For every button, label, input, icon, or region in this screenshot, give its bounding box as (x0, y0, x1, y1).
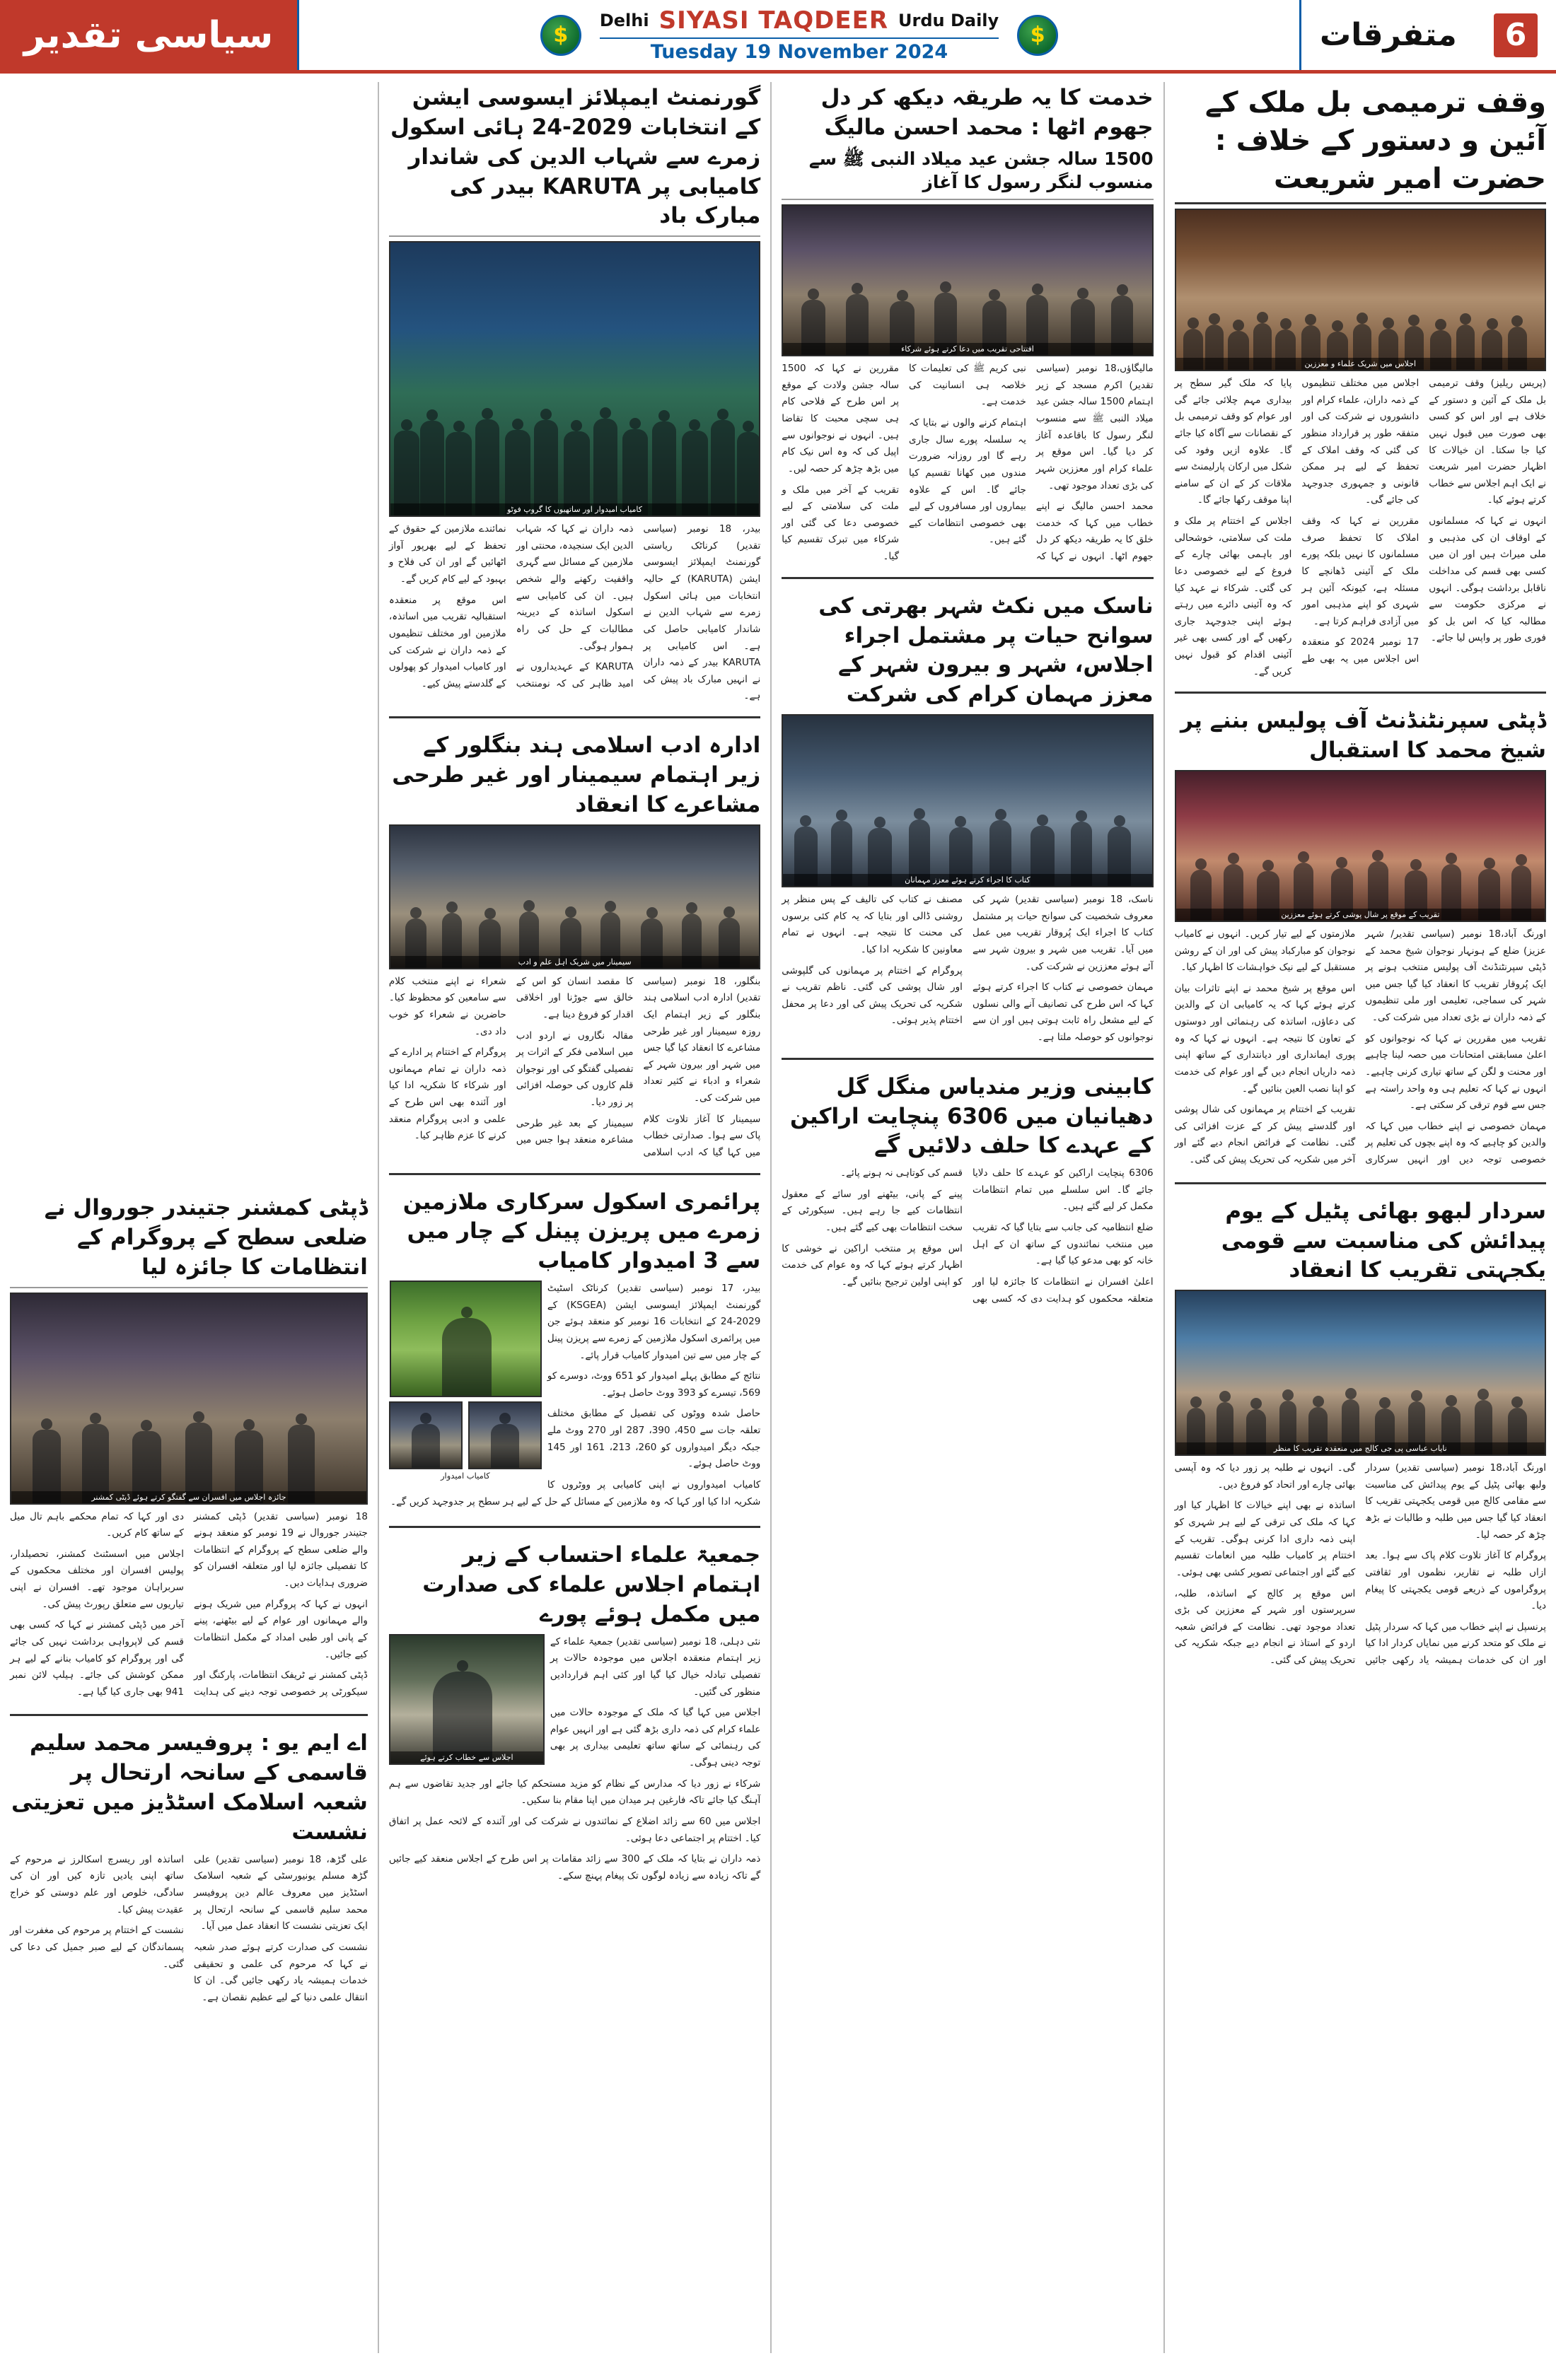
article-headline: ناسک میں نکٹ شہر بھرتی کی سوانح حیات پر مشتمل اجراء اجلاس، شہر و بیرون شہر کے معزز مہمان کرام کی شرکت (818, 593, 1154, 708)
paragraph: اجلاس میں کہا گیا کہ ملک کے موجودہ حالات میں علماء کرام کی ذمہ داری بڑھ گئی ہے اور انہیں عوام کی رہنمائی کے ساتھ ساتھ تعلیمی بیداری پر بھی توجہ دینی ہوگی۔ (550, 1707, 761, 1769)
paragraph: تقریب میں مقررین نے کہا کہ نوجوانوں کو اعلیٰ مسابقتی امتحانات میں حصہ لینا چاہیے اور محنت و لگن کے ساتھ تیاری کرنی چاہیے۔ انہوں نے کہا کہ تعلیم ہی وہ واحد راستہ ہے جس سے قوم ترقی کر سکتی ہے۔ (1365, 1032, 1546, 1112)
article-patel-unity (1175, 1196, 1546, 1672)
article-adab-islami-seminar (389, 730, 760, 1161)
article-body (782, 892, 1153, 1046)
page-number: 6 (1494, 13, 1538, 57)
paragraph: مقالہ نگاروں نے اردو ادب میں اسلامی فکر کے اثرات پر تفصیلی گفتگو کی اور نوجوان قلم کاروں کی حوصلہ افزائی پر زور دیا۔ (516, 1029, 634, 1108)
paragraph: تقریب کے اختتام پر مہمانوں کی شال پوشی اور گلدستے پیش کر کے عزت افزائی کی گئی۔ نظامت کے فرائض انجام دیے گئے اور آخر میں شکریہ کی تحریک پیش کی گئی۔ (1174, 1104, 1356, 1166)
paragraph: شرکاء نے زور دیا کہ مدارس کے نظام کو مزید مستحکم کیا جائے اور جدید تقاضوں سے ہم آہنگ کیا جائے تاکہ فارغین ہر میدان میں اپنا مقام بنا سکیں۔ (388, 1778, 761, 1807)
paragraph: پروگرام کے اختتام پر ادارے کے ذمہ داران نے تمام مہمانوں اور شرکاء کا شکریہ ادا کیا اور آئندہ بھی اس طرح کے علمی و ادبی پروگرام منعقد کرنے کا عزم ظاہر کیا۔ (388, 1046, 506, 1142)
photo-caption: اجلاس سے خطاب کرتے ہوئے (390, 1751, 543, 1763)
masthead-section (1301, 0, 1556, 70)
article-headline: پرائمری اسکول سرکاری ملازمین زمرے میں پریزن پینل کے چار میں سے 3 امیدوار کامیاب (402, 1189, 761, 1274)
paragraph: بنگلور، 18 نومبر (سیاسی تقدیر) ادارہ ادب اسلامی ہند بنگلور کے زیر اہتمام ایک روزہ سیمینار اور غیر طرحی مشاعرے کا انعقاد کیا گیا جس میں شہر اور بیرون شہر کے شعراء و ادباء نے کثیر تعداد میں شرکت کی۔ (643, 975, 761, 1104)
photo-caption: افتتاحی تقریب میں دعا کرتے ہوئے شرکاء (783, 343, 1151, 355)
article-panchayat-oath (782, 1071, 1153, 1308)
paragraph: اورنگ آباد،18 نومبر (سیاسی تقدیر/ شہر عزیز) ضلع کے ہونہار نوجوان شیخ محمد کے ڈپٹی سپرنٹنڈنٹ آف پولیس منتخب ہونے پر ایک پُروقار تقریب کا انعقاد کیا گیا جس میں شہر کی سماجی، تعلیمی اور ملی تنظیموں کے ذمہ داران نے بڑی تعداد میں شرکت کی۔ (1365, 928, 1546, 1024)
article-karuta-election (389, 82, 760, 705)
column-left (10, 82, 368, 2353)
paragraph: اجلاس کے اختتام پر ملک و ملت کی سلامتی، خوشحالی اور باہمی بھائی چارے کے فروغ کے لیے خصوصی دعا کی گئی۔ شرکاء نے عہد کیا کہ وہ آئینی دائرے میں رہتے ہوئے اپنی جدوجہد جاری رکھیں گے اور کسی بھی غیر آئینی اقدام کو قبول نہیں کریں گے۔ (1174, 515, 1292, 677)
masthead-titleblock (600, 7, 999, 63)
article-photo (1175, 209, 1546, 371)
photo-figures (1176, 271, 1545, 370)
article-langar-rasool (782, 82, 1153, 566)
column-divider-3 (378, 82, 379, 2353)
paragraph: مہمان خصوصی نے کتاب کا اجراء کرتے ہوئے کہا کہ اس طرح کی تصانیف آنے والی نسلوں کے لیے مشعل راہ ثابت ہوتی ہیں اور ان سے نوجوانوں کو حوصلہ ملتا ہے۔ (972, 981, 1154, 1044)
article-headline: ڈپٹی سپرنٹنڈنٹ آف پولیس بننے پر شیخ محمد کا استقبال (1180, 708, 1546, 764)
paragraph: انہوں نے کہا کہ پروگرام میں شریک ہونے والے مہمانوں اور عوام کے لیے بیٹھنے، پینے کے پانی اور طبی امداد کے مکمل انتظامات کیے جائیں۔ (193, 1598, 368, 1660)
photo-caption: کامیاب امیدوار (440, 1471, 490, 1481)
article-headline: سردار لبھو بھائی پٹیل کے یوم پیدائش کی مناسبت سے قومی یکجہتی تقریب کا انعقاد (1221, 1198, 1546, 1283)
article-photo (782, 204, 1153, 356)
paragraph: بیدر، 18 نومبر (سیاسی تقدیر) کرناٹک ریاستی گورنمنٹ ایمپلائز ایسوسی ایشن (KARUTA) کے حالیہ انتخابات میں ہائی اسکول زمرے سے شہاب الدین نے شاندار کامیابی حاصل کی ہے۔ اس کامیابی پر KARUTA بیدر کے ذمہ داران نے انہیں مبارک باد پیش کی ہے۔ (643, 523, 761, 702)
paragraph: تقریب کے آخر میں ملک و ملت کی سلامتی کے لیے خصوصی دعا کی گئی اور شرکاء میں تبرک تقسیم کیا گیا۔ (782, 484, 900, 563)
paragraph: 18 نومبر (سیاسی تقدیر) ڈپٹی کمشنر جتیندر جوروال نے 19 نومبر کو منعقد ہونے والے ضلعی سطح کے پروگرام کے انتظامات کا تفصیلی جائزہ لیا اور متعلقہ افسران کو ضروری ہدایات دیں۔ (193, 1510, 368, 1589)
paragraph: نئی دہلی، 18 نومبر (سیاسی تقدیر) جمعیۃ علماء کے زیر اہتمام منعقدہ اجلاس میں موجودہ حالات پر تفصیلی تبادلہ خیال کیا گیا اور کئی اہم قراردادیں منظور کی گئیں۔ (550, 1635, 761, 1698)
paragraph: پروگرام کے اختتام پر مہمانوں کی گلپوشی اور شال پوشی کی گئی۔ ناظم تقریب نے شکریہ کی تحریک پیش کی اور دعا پر محفل اختتام پذیر ہوئی۔ (782, 964, 963, 1027)
article-photo-thumb (389, 1401, 463, 1469)
article-body (389, 521, 760, 705)
city-label: Delhi (599, 10, 649, 30)
paragraph: مقررین نے کہا کہ وقف املاک کا تحفظ صرف مسلمانوں کا نہیں بلکہ پورے ملک کے آئینی ڈھانچے کا مسئلہ ہے، کیونکہ آئین ہر شہری کو اپنے مذہبی امور میں آزادی فراہم کرتا ہے۔ (1301, 515, 1419, 627)
paragraph: اس موقع پر منعقدہ استقبالیہ تقریب میں اساتذہ، ملازمین اور مختلف تنظیموں کے ذمہ داران نے شرکت کی اور کامیاب امیدوار کو پھولوں کے گلدستے پیش کیے۔ (388, 594, 506, 689)
article-headline: ادارہ ادب اسلامی ہند بنگلور کے زیر اہتمام سیمینار اور غیر طرحی مشاعرے کا انعقاد (392, 733, 761, 817)
paragraph: پرنسپل نے اپنے خطاب میں کہا کہ سردار پٹیل نے ملک کو متحد کرنے میں نمایاں کردار ادا کیا اور ان کی خدمات ہمیشہ یاد رکھی جائیں گی۔ انہوں نے طلبہ پر زور دیا کہ وہ آپسی بھائی چارے اور اتحاد کو فروغ دیں۔ (1174, 1462, 1546, 1667)
photo-caption: نایاب عباسی پی جی کالج میں منعقدہ تقریب کا منظر (1176, 1442, 1545, 1454)
paper-name-ur: سیاسی تقدیر (23, 13, 274, 57)
photo-caption: اجلاس میں شریک علماء و معززین (1176, 358, 1545, 370)
paragraph: علی گڑھ، 18 نومبر (سیاسی تقدیر) علی گڑھ مسلم یونیورسٹی کے شعبہ اسلامک اسٹڈیز میں معروف عالم دین پروفیسر محمد سلیم قاسمی کے سانحہ ارتحال پر ایک تعزیتی نشست کا انعقاد عمل میں آیا۔ (193, 1853, 368, 1932)
globe-emblem-icon: $ (1017, 15, 1058, 56)
masthead (0, 0, 1556, 74)
paragraph: نشست کے اختتام پر مرحوم کی مغفرت اور پسماندگان کے لیے صبر جمیل کی دعا کی گئی۔ (9, 1925, 184, 1970)
paragraph: مالیگاؤں،18 نومبر (سیاسی تقدیر) اکرم مسجد کے زیر اہتمام 1500 سالہ جشن عید میلاد النبی ﷺ سے منسوب لنگر رسول کا باقاعدہ آغاز کر دیا گیا۔ اس موقع پر علماء کرام اور معززین شہر کی بڑی تعداد موجود تھی۔ (1035, 363, 1154, 491)
column-center-right (782, 82, 1153, 2353)
paragraph: کامیاب امیدواروں نے اپنی کامیابی پر ووٹروں کا شکریہ ادا کیا اور کہا کہ وہ ملازمین کے مسائل کے حل کے لیے ہر سطح پر جدوجہد کریں گے۔ (390, 1478, 761, 1507)
article-headline: خدمت کا یہ طریقہ دیکھ کر دل جھوم اٹھا : محمد احسن مالیگ (820, 85, 1154, 140)
paragraph: 6306 پنچایت اراکین کو عہدے کا حلف دلایا جائے گا۔ اس سلسلے میں تمام انتظامات مکمل کر لیے گئے ہیں۔ (972, 1167, 1154, 1213)
paragraph: اہتمام کرنے والوں نے بتایا کہ یہ سلسلہ پورے سال جاری رہے گا اور روزانہ ضرورت مندوں میں کھانا تقسیم کیا جائے گا۔ اس کے علاوہ بیماروں اور مسافروں کے لیے بھی خصوصی انتظامات کیے گئے ہیں۔ (909, 417, 1026, 546)
paragraph: اعلیٰ افسران نے انتظامات کا جائزہ لیا اور متعلقہ محکموں کو ہدایت دی کہ کسی بھی قسم کی کوتاہی نہ ہونے پائے۔ (840, 1167, 1154, 1305)
paragraph: نشست کی صدارت کرتے ہوئے صدر شعبہ نے کہا کہ مرحوم کی علمی و تحقیقی خدمات ہمیشہ یاد رکھی جائیں گی۔ ان کا انتقال علمی دنیا کے لیے عظیم نقصان ہے۔ (193, 1941, 368, 2003)
article-primary-school-panel (389, 1186, 760, 1515)
paragraph: حاصل شدہ ووٹوں کی تفصیل کے مطابق مختلف تعلقہ جات سے 450، 390، 287 اور 270 ووٹ ملے جبکہ دیگر امیدواروں کو 260، 213، 161 اور 145 ووٹ حاصل ہوئے۔ (547, 1408, 761, 1470)
article-headline: کابینی وزیر مندیاس منگل گل دھیانیان میں 6306 پنچایت اراکین کے عہدے کا حلف دلائیں گے (789, 1073, 1154, 1159)
paragraph: سیمینار کے بعد غیر طرحی مشاعرہ منعقد ہوا جس میں شعراء نے اپنے منتخب کلام سے سامعین کو محظوظ کیا۔ حاضرین نے شعراء کو خوب داد دی۔ (388, 975, 634, 1146)
article-body (1175, 1460, 1546, 1672)
page-content (0, 74, 1556, 2364)
article-body (1175, 926, 1546, 1171)
article-photo-wrap (389, 1281, 542, 1481)
article-jamiat-ulama (389, 1539, 760, 1889)
column-divider (1163, 82, 1165, 2353)
paragraph: ضلع انتظامیہ کی جانب سے بتایا گیا کہ تقریب میں منتخب نمائندوں کے ساتھ ان کے اہل خانہ کو بھی مدعو کیا گیا ہے۔ (972, 1222, 1154, 1267)
article-headline: جمعیۃ علماء احتساب کے زیر اہتمام اجلاس علماء کی صدارت میں مکمل ہوئے پورے (422, 1542, 761, 1627)
article-photo (389, 241, 760, 517)
paragraph: اساتذہ نے بھی اپنے خیالات کا اظہار کیا اور کہا کہ ملک کی ترقی کے لیے ہر شہری کو اپنی ذمہ داری ادا کرنی ہوگی۔ تقریب کے اختتام پر کامیاب طلبہ میں انعامات تقسیم کیے گئے اور اجتماعی تصویر کشی بھی ہوئی۔ (1174, 1500, 1356, 1578)
paragraph: بیدر، 17 نومبر (سیاسی تقدیر) کرناٹک اسٹیٹ گورنمنٹ ایمپلائز ایسوسی ایشن (KSGEA) کے 2029-24 کے انتخابات 16 نومبر کو منعقد ہوئے جن میں پرائمری اسکول ملازمین کے زمرے سے پریزن پینل کے چار میں سے تین امیدوار کامیاب قرار پائے۔ (547, 1283, 761, 1361)
paragraph: اس موقع پر کالج کے اساتذہ، طلبہ، سرپرستوں اور شہر کے معززین کی بڑی تعداد موجود تھی۔ نظامت کے فرائض شعبہ اردو کے استاذ نے انجام دیے جبکہ شکریہ کی تحریک پیش کی گئی۔ (1174, 1587, 1356, 1667)
article-photo (782, 714, 1153, 887)
article-body (10, 1852, 368, 2007)
photo-caption: جائزہ اجلاس میں افسران سے گفتگو کرتے ہوئے ڈپٹی کمشنر (11, 1491, 366, 1503)
urdu-daily-label: Urdu Daily (898, 10, 999, 30)
paragraph: 17 نومبر 2024 کو منعقدہ اس اجلاس میں یہ بھی طے پایا کہ ملک گیر سطح پر بیداری مہم چلائی جائے گی اور عوام کو وقف ترمیمی بل کے نقصانات سے آگاہ کیا جائے گا۔ علاوہ ازیں وفود کی شکل میں ارکان پارلیمنٹ سے ملاقات کر کے ان کے سامنے اپنا موقف رکھا جائے گا۔ (1174, 378, 1419, 665)
article-waqf-bill (1175, 82, 1546, 680)
paragraph: ذمہ داران نے بتایا کہ ملک کے 300 سے زائد مقامات پر اس طرح کے اجلاس منعقد کیے جائیں گے تاکہ زیادہ سے زیادہ لوگوں تک پیغام پہنچ سکے۔ (388, 1853, 761, 1882)
article-photo (1175, 770, 1546, 922)
article-body (1175, 375, 1546, 680)
article-photo (389, 1634, 545, 1765)
paragraph: ناسک، 18 نومبر (سیاسی تقدیر) شہر کی معروف شخصیت کی سوانح حیات پر مشتمل کتاب کا اجراء ایک پُروقار تقریب میں عمل میں آیا۔ تقریب میں شہر و بیرون شہر سے آئے ہوئے معززین نے شرکت کی۔ (972, 894, 1154, 972)
article-photo (390, 1281, 542, 1397)
column-right (1175, 82, 1546, 2353)
column-center-left (389, 82, 760, 2353)
paragraph: مقررین نے کہا کہ 1500 سالہ جشن ولادت کے موقع پر اس طرح کے فلاحی کام ہی سچی محبت کا تقاضا ہیں۔ انہوں نے نوجوانوں سے اپیل کی کہ وہ اس نیک کام میں بڑھ چڑھ کر حصہ لیں۔ (782, 363, 900, 474)
article-photo (1175, 1290, 1546, 1456)
globe-emblem-icon-2: $ (540, 15, 581, 56)
article-body (782, 1165, 1153, 1307)
paragraph: پینے کے پانی، بیٹھنے اور سائے کے معقول انتظامات کیے جا رہے ہیں۔ سیکورٹی کے سخت انتظامات بھی کیے گئے ہیں۔ (782, 1188, 963, 1234)
article-dc-review (10, 1192, 368, 1703)
column-divider-2 (770, 82, 772, 2353)
article-headline: اے ایم یو : پروفیسر محمد سلیم قاسمی کے سانحہ ارتحال پر شعبہ اسلامک اسٹڈیز میں تعزیتی نشست (11, 1730, 368, 1845)
paragraph: اجلاس میں 60 سے زائد اضلاع کے نمائندوں نے شرکت کی اور آئندہ کے لائحہ عمل پر اتفاق کیا۔ اختتام پر اجتماعی دعا ہوئی۔ (388, 1815, 761, 1844)
paragraph: نتائج کے مطابق پہلے امیدوار کو 651 ووٹ، دوسرے کو 569، تیسرے کو 393 ووٹ حاصل ہوئے۔ (547, 1370, 761, 1399)
paragraph: (پریس ریلیز) وقف ترمیمی بل ملک کے آئین و دستور کے خلاف ہے اور اس کو کسی بھی صورت میں قبول نہیں کیا جا سکتا۔ ان خیالات کا اظہار حضرت امیر شریعت نے ایک اہم اجلاس سے خطاب کرتے ہوئے کیا۔ (1429, 378, 1546, 506)
article-book-launch-nashik (782, 590, 1153, 1046)
paragraph: ڈپٹی کمشنر نے ٹریفک انتظامات، پارکنگ اور سیکورٹی پر خصوصی توجہ دینے کی ہدایت دی اور کہا کہ تمام محکمے باہم تال میل کے ساتھ کام کریں۔ (9, 1510, 368, 1698)
paragraph: محمد احسن مالیگ نے اپنے خطاب میں کہا کہ خدمت خلق کا یہ طریقہ دیکھ کر دل جھوم اٹھا۔ انہوں نے کہا کہ نبی کریم ﷺ کی تعلیمات کا خلاصہ ہی انسانیت کی خدمت ہے۔ (909, 363, 1154, 563)
article-headline: ڈپٹی کمشنر جتیندر جوروال نے ضلعی سطح کے پروگرام کے انتظامات کا جائزہ لیا (44, 1195, 368, 1280)
paragraph: اجلاس میں اسسٹنٹ کمشنر، تحصیلدار، پولیس افسران اور مختلف محکموں کے سربراہان موجود تھے۔ افسران نے اپنی تیاریوں سے متعلق رپورٹ پیش کی۔ (9, 1548, 184, 1610)
masthead-center (297, 0, 1301, 70)
paragraph: اس موقع پر شیخ محمد نے اپنے تاثرات بیان کرتے ہوئے کہا کہ یہ کامیابی ان کے والدین کی دعاؤں، اساتذہ کی رہنمائی اور دوستوں کے تعاون کا نتیجہ ہے۔ انہوں نے کہا کہ وہ پوری ایمانداری اور دیانتداری کے ساتھ اپنی ذمہ داریاں انجام دیں گے اور عوام کی خدمت کو اپنا نصب العین بنائیں گے۔ (1174, 982, 1356, 1095)
article-photo-thumb (468, 1401, 542, 1469)
article-photo (389, 824, 760, 969)
photo-caption: کامیاب امیدوار اور ساتھیوں کا گروپ فوٹو (390, 503, 759, 515)
paragraph: پروگرام کا آغاز تلاوت کلام پاک سے ہوا۔ بعد ازاں طلبہ نے تقاریر، نظموں اور ثقافتی پروگراموں کے ذریعے قومی یکجہتی کا پیغام دیا۔ (1365, 1550, 1546, 1612)
paragraph: اساتذہ اور ریسرچ اسکالرز نے مرحوم کے ساتھ اپنی یادیں تازہ کیں اور ان کی سادگی، خلوص اور علم دوستی کو خراج عقیدت پیش کیا۔ (9, 1853, 184, 1915)
article-photo-wrap (389, 1634, 545, 1765)
paper-name-en: SIYASI TAQDEER (658, 6, 888, 35)
article-amu-condolence (10, 1727, 368, 2006)
paragraph: اجلاس میں مختلف تنظیموں کے ذمہ داران، علماء کرام اور دانشوروں نے شرکت کی اور متفقہ طور پر قرارداد منظور کی گئی کہ وقف املاک کے تحفظ کے لیے ہر ممکن قانونی و جمہوری جدوجہد کی جائے گی۔ (1301, 378, 1419, 506)
paragraph: انہوں نے کہا کہ مسلمانوں کے اوقاف ان کی مذہبی و ملی میراث ہیں اور ان میں کسی بھی قسم کی مداخلت ناقابل برداشت ہوگی۔ انہوں نے مرکزی حکومت سے مطالبہ کیا کہ اس بل کو فوری طور پر واپس لیا جائے۔ (1429, 515, 1546, 644)
photo-caption: کتاب کا اجراء کرتے ہوئے معزز مہمانان (783, 874, 1151, 886)
photo-caption: سیمینار میں شریک اہل علم و ادب (390, 956, 759, 968)
article-subheadline: 1500 سالہ جشن عید میلاد النبی ﷺ سے منسوب لنگر رسول کا آغاز (808, 148, 1154, 193)
issue-date: Tuesday 19 November 2024 (600, 37, 999, 63)
article-body (10, 1509, 368, 1703)
masthead-logo (0, 0, 297, 70)
paragraph: سیمینار کا آغاز تلاوت کلام پاک سے ہوا۔ صدارتی خطاب میں کہا گیا کہ ادب اسلامی کا مقصد انسان کو اس کے خالق سے جوڑنا اور اخلاقی اقدار کو فروغ دینا ہے۔ (516, 975, 761, 1158)
article-body (389, 974, 760, 1162)
photo-caption: تقریب کے موقع پر شال پوشی کرتے ہوئے معززین (1176, 909, 1545, 921)
article-headline: وقف ترمیمی بل ملک کے آئین و دستور کے خلاف : حضرت امیر شریعت (1204, 86, 1546, 195)
paragraph: اس موقع پر منتخب اراکین نے خوشی کا اظہار کرتے ہوئے کہا کہ وہ عوام کی خدمت کو اپنی اولین ترجیح بنائیں گے۔ (782, 1242, 963, 1288)
article-dsp-felicitation (1175, 705, 1546, 1170)
paragraph: آخر میں ڈپٹی کمشنر نے کہا کہ کسی بھی قسم کی لاپرواہی برداشت نہیں کی جائے گی اور پروگرام کو کامیاب بنانے کے لیے ہر ممکن کوشش کی جائے۔ ہیلپ لائن نمبر 941 بھی جاری کیا گیا ہے۔ (9, 1619, 184, 1698)
article-body (782, 361, 1153, 566)
article-headline: گورنمنٹ ایمپلائز ایسوسی ایشن کے انتخابات 2029-24 ہائی اسکول زمرے سے شہاب الدین کی شاندار کامیابی پر KARUTA بیدر کی مبارک باد (390, 85, 761, 229)
paragraph: اورنگ آباد،18 نومبر (سیاسی تقدیر) سردار ولبھ بھائی پٹیل کے یوم پیدائش کی مناسبت سے مقامی کالج میں قومی یکجہتی تقریب کا انعقاد کیا گیا جس میں طلبہ و طالبات نے بڑھ چڑھ کر حصہ لیا۔ (1365, 1462, 1546, 1541)
paragraph: KARUTA کے عہدیداروں نے امید ظاہر کی کہ نومنتخب نمائندے ملازمین کے حقوق کے تحفظ کے لیے بھرپور آواز اٹھائیں گے اور ان کی فلاح و بہبود کے لیے کام کریں گے۔ (388, 523, 634, 689)
paragraph: مصنف نے کتاب کی تالیف کے پس منظر پر روشنی ڈالی اور بتایا کہ یہ کام کئی برسوں کی محنت کا نتیجہ ہے۔ انہوں نے تمام معاونین کا شکریہ ادا کیا۔ (782, 894, 963, 955)
section-title: متفرقات (1320, 17, 1457, 53)
article-photo (10, 1293, 368, 1505)
paragraph: ذمہ داران نے کہا کہ شہاب الدین ایک سنجیدہ، محنتی اور ملازمین کے مسائل سے گہری واقفیت رکھنے والے شخص ہیں۔ ان کی کامیابی سے اسکول اساتذہ کے دیرینہ مطالبات کے حل کی راہ ہموار ہوگی۔ (516, 523, 634, 652)
paragraph: مہمان خصوصی نے اپنے خطاب میں کہا کہ والدین کو چاہیے کہ وہ اپنے بچوں کی تعلیم پر خصوصی توجہ دیں اور انہیں سرکاری ملازمتوں کے لیے تیار کریں۔ انہوں نے کامیاب نوجوان کو مبارکباد پیش کی اور ان کے روشن مستقبل کے لیے نیک خواہشات کا اظہار کیا۔ (1174, 928, 1546, 1166)
